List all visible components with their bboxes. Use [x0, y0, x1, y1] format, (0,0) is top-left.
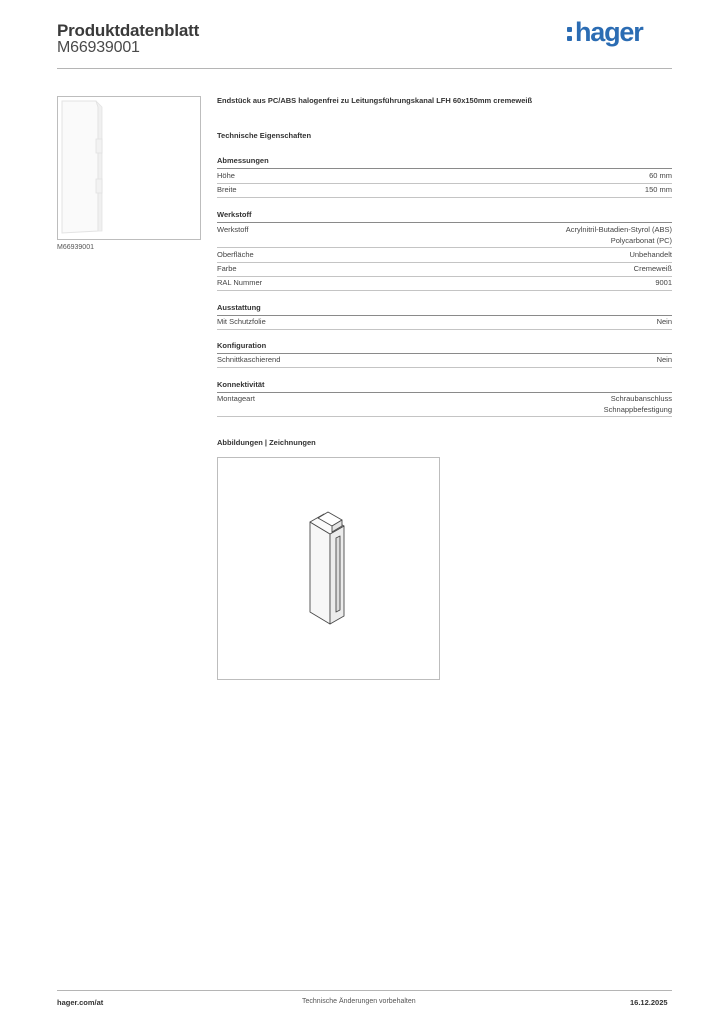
spec-row: [217, 264, 672, 277]
article-number: M66939001: [57, 39, 140, 56]
footer-date: 16.12.2025: [630, 998, 668, 1007]
logo-dots-icon: [567, 27, 572, 41]
product-image-caption: M66939001: [57, 244, 94, 251]
spec-value: 60 mm: [649, 171, 672, 180]
spec-value: 9001: [655, 278, 672, 287]
spec-label: Höhe: [217, 171, 235, 180]
specs-section-title: Technische Eigenschaften: [217, 131, 312, 140]
spec-value: 150 mm: [644, 185, 672, 194]
spec-row: [217, 317, 672, 330]
spec-group-heading: Ausstattung: [217, 303, 672, 316]
spec-label: Breite: [217, 185, 237, 194]
spec-label: Montageart: [217, 394, 255, 403]
end-cap-drawing-icon: [218, 458, 439, 679]
spec-group-heading: Konnektivität: [217, 380, 672, 393]
spec-label: Mit Schutzfolie: [217, 317, 266, 326]
spec-row: [217, 250, 672, 263]
spec-label: Farbe: [217, 264, 237, 273]
drawings-title: Abbildungen | Zeichnungen: [217, 438, 316, 447]
spec-row: [217, 355, 672, 368]
spec-value: Acrylnitril-Butadien-Styrol (ABS) Polycarbonat (PC): [565, 225, 672, 245]
spec-value: Nein: [656, 317, 672, 326]
document-title: Produktdatenblatt: [57, 21, 200, 40]
spec-group-heading: Abmessungen: [217, 156, 672, 169]
product-description: Endstück aus PC/ABS halogenfrei zu Leitungsführungskanal LFH 60x150mm cremeweiß: [217, 96, 533, 105]
spec-row: [217, 394, 672, 417]
spec-label: Schnittkaschierend: [217, 355, 281, 364]
spec-value: Schraubanschluss Schnappbefestigung: [603, 394, 672, 414]
spec-value: Unbehandelt: [629, 250, 672, 259]
end-cap-front-icon: [58, 97, 200, 239]
spec-group-heading: Konfiguration: [217, 341, 672, 354]
footer-disclaimer: Technische Änderungen vorbehalten: [302, 998, 416, 1005]
footer-website-link[interactable]: hager.com/at: [57, 998, 104, 1007]
spec-row: [217, 185, 672, 198]
spec-label: Oberfläche: [217, 250, 254, 259]
logo-text: hager: [575, 17, 643, 47]
spec-label: Werkstoff: [217, 225, 249, 234]
product-image: [57, 96, 201, 240]
spec-value: Cremeweiß: [633, 264, 672, 273]
header-divider: [57, 68, 672, 69]
product-drawing: [217, 457, 440, 680]
spec-label: RAL Nummer: [217, 278, 263, 287]
spec-group-heading: Werkstoff: [217, 210, 672, 223]
spec-value: Nein: [656, 355, 672, 364]
spec-row: [217, 225, 672, 248]
footer-divider: [57, 990, 672, 991]
hager-logo: [567, 16, 643, 48]
spec-row: [217, 171, 672, 184]
spec-row: [217, 278, 672, 291]
